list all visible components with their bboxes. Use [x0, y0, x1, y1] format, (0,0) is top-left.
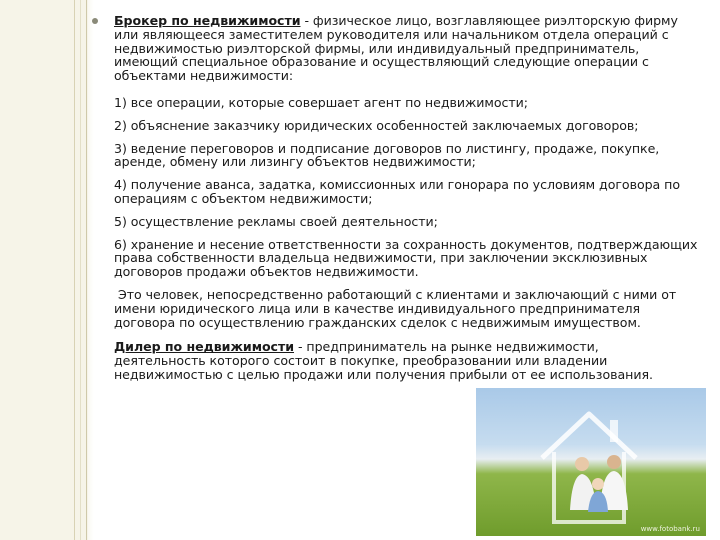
operation-item: 6) хранение и несение ответственности за сохранность документов, подтверждающих права собственности владельца недвижимости, при заключении эксклюзивных договоров продажи объектов недвижимости.: [114, 236, 698, 280]
decor-line: [86, 0, 87, 540]
operation-item: 4) получение аванса, задатка, комиссионных или гонорара по условиям договора по операциям с объектом недвижимости;: [114, 177, 681, 206]
family-figures-image: [564, 450, 634, 512]
bullet-icon: [92, 18, 98, 24]
slide-content: [96, 14, 700, 393]
family-house-photo: [476, 388, 706, 536]
broker-summary: Это человек, непосредственно работающий с клиентами и заключающий с ними от имени юридического лица или в качестве индивидуального предпринимателя договора по осуществлению гражданских сделок с недвижимым имуществом.: [114, 286, 677, 330]
decor-line: [80, 0, 81, 540]
operation-item: 1) все операции, которые совершает агент по недвижимости;: [114, 94, 529, 110]
broker-definition: [114, 14, 700, 83]
operation-item: 5) осуществление рекламы своей деятельности;: [114, 213, 438, 229]
photo-watermark: www.fotobank.ru: [640, 525, 700, 533]
broker-term: Брокер по недвижимости: [114, 13, 301, 28]
broker-definition-text: - физическое лицо, возглавляющее риэлторскую фирму или являющееся заместителем руководителя или начальником отдела операций с недвижимостью риэлторской фирмы, или индивидуальный предприниматель, имеющий специальное образование и осуществляющий следующие операции с объектами недвижимости:: [114, 13, 678, 84]
dealer-term: Дилер по недвижимости: [114, 339, 294, 355]
dealer-definition: [114, 340, 654, 381]
dealer-definition-text: - предприниматель на рынке недвижимости, деятельность которого состоит в покупке, преобразовании или владении недвижимостью с целью продажи или получения прибыли от ее использования.: [114, 339, 653, 382]
operation-item: 3) ведение переговоров и подписание договоров по листингу, продаже, покупке, аренде, обмену или лизингу объектов недвижимости;: [114, 140, 660, 170]
decor-line: [74, 0, 75, 540]
operation-item: 2) объяснение заказчику юридических особенностей заключаемых договоров;: [114, 117, 639, 133]
